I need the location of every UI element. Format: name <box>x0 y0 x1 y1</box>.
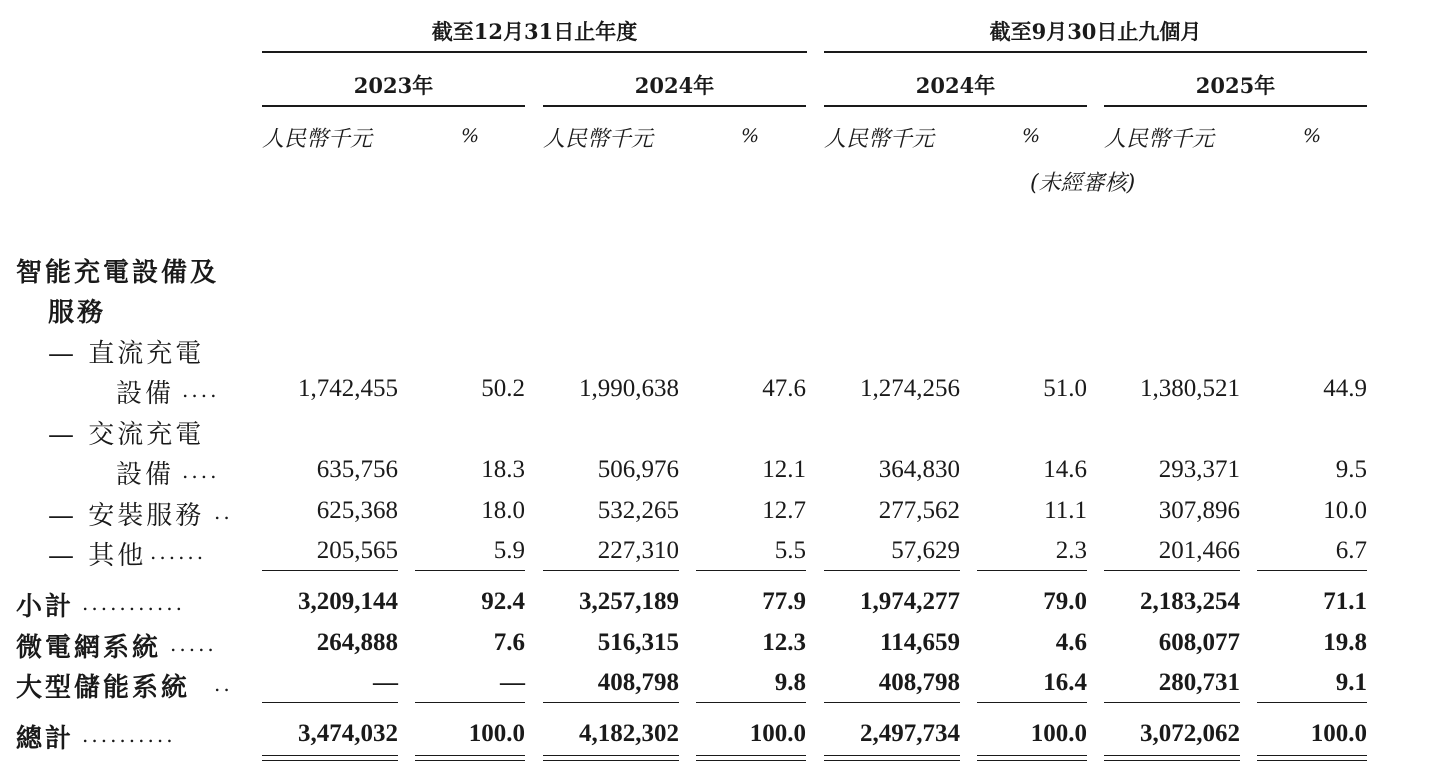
cell-dc-pct: 47.6 <box>762 375 806 402</box>
label-microgrid: 微電網系統 <box>16 633 162 663</box>
cell-ac-pct: 14.6 <box>1043 456 1087 483</box>
rule-total-double-2-2 <box>415 760 525 761</box>
rule-year-1 <box>262 105 525 107</box>
cell-other-amount: 57,629 <box>891 537 960 564</box>
cell-storage-amount: 280,731 <box>1158 669 1240 696</box>
cell-install-pct: 11.1 <box>1044 497 1087 524</box>
label-smart-charging-2: 服務 <box>48 298 107 328</box>
cell-dc-amount: 1,742,455 <box>298 375 398 402</box>
cell-subtotal-pct: 79.0 <box>1043 588 1087 615</box>
cell-install-amount: 532,265 <box>597 497 679 524</box>
cell-ac-amount: 635,756 <box>316 456 398 483</box>
header-annual: 截至12月31日止年度 <box>431 19 638 44</box>
cell-ac-amount: 364,830 <box>878 456 960 483</box>
rule-total-double-8-2 <box>1257 760 1367 761</box>
rule-total-double-8-1 <box>1257 755 1367 756</box>
dots-install: .. <box>214 500 233 524</box>
cell-install-pct: 10.0 <box>1323 497 1367 524</box>
cell-other-pct: 5.9 <box>493 537 525 564</box>
label-ac-1: — 交流充電 <box>48 420 205 450</box>
cell-ac-amount: 506,976 <box>597 456 679 483</box>
cell-ac-pct: 12.1 <box>762 456 806 483</box>
rule-total-double-6-1 <box>977 755 1087 756</box>
cell-install-pct: 18.0 <box>481 497 525 524</box>
rule-pretotal-2 <box>415 702 525 703</box>
rule-total-double-3-2 <box>543 760 679 761</box>
cell-storage-amount: 408,798 <box>597 669 679 696</box>
rule-year-3 <box>824 105 1087 107</box>
cell-other-amount: 201,466 <box>1158 537 1240 564</box>
rule-total-double-4-2 <box>696 760 806 761</box>
cell-storage-pct: — <box>500 669 525 696</box>
unit-2: 人民幣千元 <box>543 127 654 152</box>
cell-total-pct: 100.0 <box>749 720 806 747</box>
cell-ac-pct: 9.5 <box>1335 456 1367 483</box>
label-other: — 其他 <box>48 541 147 571</box>
label-storage: 大型儲能系統 <box>16 673 191 703</box>
cell-install-amount: 307,896 <box>1158 497 1240 524</box>
cell-microgrid-amount: 114,659 <box>880 629 960 656</box>
cell-subtotal-pct: 77.9 <box>762 588 806 615</box>
cell-subtotal-pct: 71.1 <box>1323 588 1367 615</box>
dots-storage: .. <box>214 672 233 696</box>
cell-ac-amount: 293,371 <box>1158 456 1240 483</box>
rule-sub-5 <box>824 570 960 571</box>
rule-pretotal-6 <box>977 702 1087 703</box>
pct-2: % <box>740 125 760 147</box>
cell-microgrid-pct: 19.8 <box>1323 629 1367 656</box>
unit-1: 人民幣千元 <box>262 127 373 152</box>
rule-total-double-5-2 <box>824 760 960 761</box>
unaudited-note: (未經審核) <box>1030 171 1136 196</box>
rule-sub-6 <box>977 570 1087 571</box>
cell-storage-amount: 408,798 <box>878 669 960 696</box>
cell-other-amount: 227,310 <box>597 537 679 564</box>
cell-total-amount: 2,497,734 <box>860 720 960 747</box>
cell-total-pct: 100.0 <box>1030 720 1087 747</box>
label-install: — 安裝服務 <box>48 501 205 531</box>
dots-subtotal: ........... <box>82 591 185 615</box>
cell-storage-amount: — <box>373 669 398 696</box>
year-2024-nine: 2024年 <box>915 73 996 98</box>
cell-dc-pct: 50.2 <box>481 375 525 402</box>
rule-year-4 <box>1104 105 1367 107</box>
cell-microgrid-pct: 4.6 <box>1055 629 1087 656</box>
cell-other-amount: 205,565 <box>316 537 398 564</box>
rule-sub-4 <box>696 570 806 571</box>
unit-3: 人民幣千元 <box>824 127 935 152</box>
cell-storage-pct: 9.8 <box>774 669 806 696</box>
cell-subtotal-amount: 3,209,144 <box>298 588 398 615</box>
cell-microgrid-pct: 7.6 <box>493 629 525 656</box>
cell-dc-amount: 1,380,521 <box>1140 375 1240 402</box>
label-dc-1: — 直流充電 <box>48 339 205 369</box>
dots-microgrid: ..... <box>170 632 217 656</box>
cell-subtotal-amount: 3,257,189 <box>579 588 679 615</box>
rule-pretotal-3 <box>543 702 679 703</box>
label-total: 總計 <box>16 724 75 754</box>
cell-total-pct: 100.0 <box>1310 720 1367 747</box>
cell-ac-pct: 18.3 <box>481 456 525 483</box>
rule-total-double-7-2 <box>1104 760 1240 761</box>
pct-3: % <box>1021 125 1041 147</box>
cell-dc-pct: 51.0 <box>1043 375 1087 402</box>
cell-storage-pct: 16.4 <box>1043 669 1087 696</box>
cell-other-pct: 6.7 <box>1335 537 1367 564</box>
rule-year-2 <box>543 105 806 107</box>
cell-total-amount: 3,474,032 <box>298 720 398 747</box>
year-2025-nine: 2025年 <box>1195 73 1276 98</box>
cell-subtotal-amount: 2,183,254 <box>1140 588 1240 615</box>
rule-pretotal-7 <box>1104 702 1240 703</box>
rule-total-double-2-1 <box>415 755 525 756</box>
cell-microgrid-amount: 516,315 <box>597 629 679 656</box>
dots-dc: .... <box>182 378 220 402</box>
cell-subtotal-amount: 1,974,277 <box>860 588 960 615</box>
label-dc-2: 設備 <box>116 379 175 409</box>
label-subtotal: 小計 <box>16 592 75 622</box>
dots-ac: .... <box>182 459 220 483</box>
year-2023: 2023年 <box>353 73 434 98</box>
cell-dc-amount: 1,274,256 <box>860 375 960 402</box>
label-smart-charging-1: 智能充電設備及 <box>16 258 220 288</box>
label-ac-2: 設備 <box>116 460 175 490</box>
rule-total-double-4-1 <box>696 755 806 756</box>
rule-total-double-1-2 <box>262 760 398 761</box>
rule-total-double-5-1 <box>824 755 960 756</box>
header-nine-months: 截至9月30日止九個月 <box>989 19 1202 44</box>
rule-pretotal-1 <box>262 702 398 703</box>
cell-install-amount: 277,562 <box>878 497 960 524</box>
cell-total-amount: 3,072,062 <box>1140 720 1240 747</box>
unit-4: 人民幣千元 <box>1104 127 1215 152</box>
dots-total: .......... <box>82 723 176 747</box>
cell-install-pct: 12.7 <box>762 497 806 524</box>
cell-storage-pct: 9.1 <box>1335 669 1367 696</box>
cell-dc-pct: 44.9 <box>1323 375 1367 402</box>
rule-pretotal-4 <box>696 702 806 703</box>
rule-sub-8 <box>1257 570 1367 571</box>
cell-other-pct: 5.5 <box>774 537 806 564</box>
rule-total-double-3-1 <box>543 755 679 756</box>
rule-sub-1 <box>262 570 398 571</box>
rule-pretotal-8 <box>1257 702 1367 703</box>
rule-sub-2 <box>415 570 525 571</box>
dots-other: ...... <box>150 540 207 564</box>
rule-sub-7 <box>1104 570 1240 571</box>
pct-4: % <box>1302 125 1322 147</box>
cell-microgrid-amount: 264,888 <box>316 629 398 656</box>
cell-install-amount: 625,368 <box>316 497 398 524</box>
rule-nine-months <box>824 51 1367 53</box>
rule-sub-3 <box>543 570 679 571</box>
cell-total-pct: 100.0 <box>468 720 525 747</box>
rule-pretotal-5 <box>824 702 960 703</box>
rule-total-double-6-2 <box>977 760 1087 761</box>
cell-subtotal-pct: 92.4 <box>481 588 525 615</box>
cell-microgrid-amount: 608,077 <box>1158 629 1240 656</box>
pct-1: % <box>460 125 480 147</box>
cell-dc-amount: 1,990,638 <box>579 375 679 402</box>
rule-annual <box>262 51 807 53</box>
rule-total-double-1-1 <box>262 755 398 756</box>
year-2024-annual: 2024年 <box>634 73 715 98</box>
cell-microgrid-pct: 12.3 <box>762 629 806 656</box>
cell-other-pct: 2.3 <box>1055 537 1087 564</box>
rule-total-double-7-1 <box>1104 755 1240 756</box>
cell-total-amount: 4,182,302 <box>579 720 679 747</box>
